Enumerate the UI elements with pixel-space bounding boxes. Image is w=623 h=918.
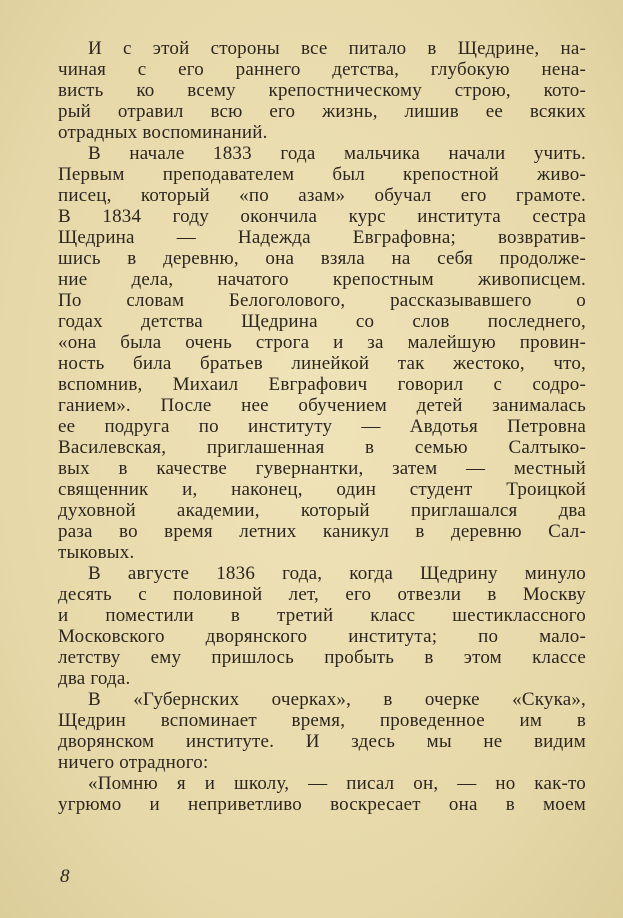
text-line: В 1834 году окончила курс института сестра xyxy=(58,206,586,227)
text-line: «она была очень строга и за малейшую провин- xyxy=(58,332,586,353)
text-line: рый отравил всю его жизнь, лишив ее всяких xyxy=(58,101,586,122)
text-line: десять с половиной лет, его отвезли в Москву xyxy=(58,584,586,605)
paragraph xyxy=(58,143,586,563)
text-line: два года. xyxy=(58,668,131,689)
text-line: шись в деревню, она взяла на себя продолже- xyxy=(58,248,586,269)
text-line: И с этой стороны все питало в Щедрине, на- xyxy=(88,38,586,59)
paragraph xyxy=(58,38,586,143)
text-line: тыковых. xyxy=(58,542,135,563)
text-line: вспомнив, Михаил Евграфович говорил с содро- xyxy=(58,374,586,395)
text-line: ность била братьев линейкой так жестоко, что, xyxy=(58,353,586,374)
text-line: Василевская, приглашенная в семью Салтыко- xyxy=(58,437,586,458)
paragraph xyxy=(58,563,586,689)
text-line: По словам Белоголового, рассказывавшего о xyxy=(58,290,586,311)
text-line: писец, который «по азам» обучал его грамоте. xyxy=(58,185,586,206)
text-line: вых в качестве гувернантки, затем — местный xyxy=(58,458,586,479)
paragraph xyxy=(58,689,586,773)
text-line: В «Губернских очерках», в очерке «Скука», xyxy=(88,689,586,710)
text-line: чиная с его раннего детства, глубокую нена- xyxy=(58,59,586,80)
text-line: В начале 1833 года мальчика начали учить. xyxy=(88,143,586,164)
text-line: дворянском институте. И здесь мы не видим xyxy=(58,731,586,752)
text-line: угрюмо и неприветливо воскресает она в моем xyxy=(58,794,586,815)
text-line: отрадных воспоминаний. xyxy=(58,122,268,143)
text-line: В августе 1836 года, когда Щедрину минуло xyxy=(88,563,586,584)
text-line: и поместили в третий класс шестиклассного xyxy=(58,605,586,626)
text-line: «Помню я и школу, — писал он, — но как-то xyxy=(88,773,586,794)
text-line: ничего отрадного: xyxy=(58,752,209,773)
text-line: Московского дворянского института; по мало- xyxy=(58,626,586,647)
text-line: ние дела, начатого крепостным живописцем. xyxy=(58,269,586,290)
page-text xyxy=(58,38,586,815)
text-line: духовной академии, который приглашался два xyxy=(58,500,586,521)
text-line: висть ко всему крепостническому строю, кото- xyxy=(58,80,586,101)
text-line: Первым преподавателем был крепостной живо- xyxy=(58,164,586,185)
page-number: 8 xyxy=(60,866,70,887)
text-line: ганием». После нее обучением детей занималась xyxy=(58,395,586,416)
text-line: Щедрин вспоминает время, проведенное им в xyxy=(58,710,586,731)
text-line: Щедрина — Надежда Евграфовна; возвратив- xyxy=(58,227,586,248)
text-line: раза во время летних каникул в деревню Сал- xyxy=(58,521,586,542)
text-line: ее подруга по институту — Авдотья Петровна xyxy=(58,416,586,437)
text-line: летству ему пришлось пробыть в этом классе xyxy=(58,647,586,668)
text-line: священник и, наконец, один студент Троицкой xyxy=(58,479,586,500)
text-line: годах детства Щедрина со слов последнего, xyxy=(58,311,586,332)
paragraph xyxy=(58,773,586,815)
